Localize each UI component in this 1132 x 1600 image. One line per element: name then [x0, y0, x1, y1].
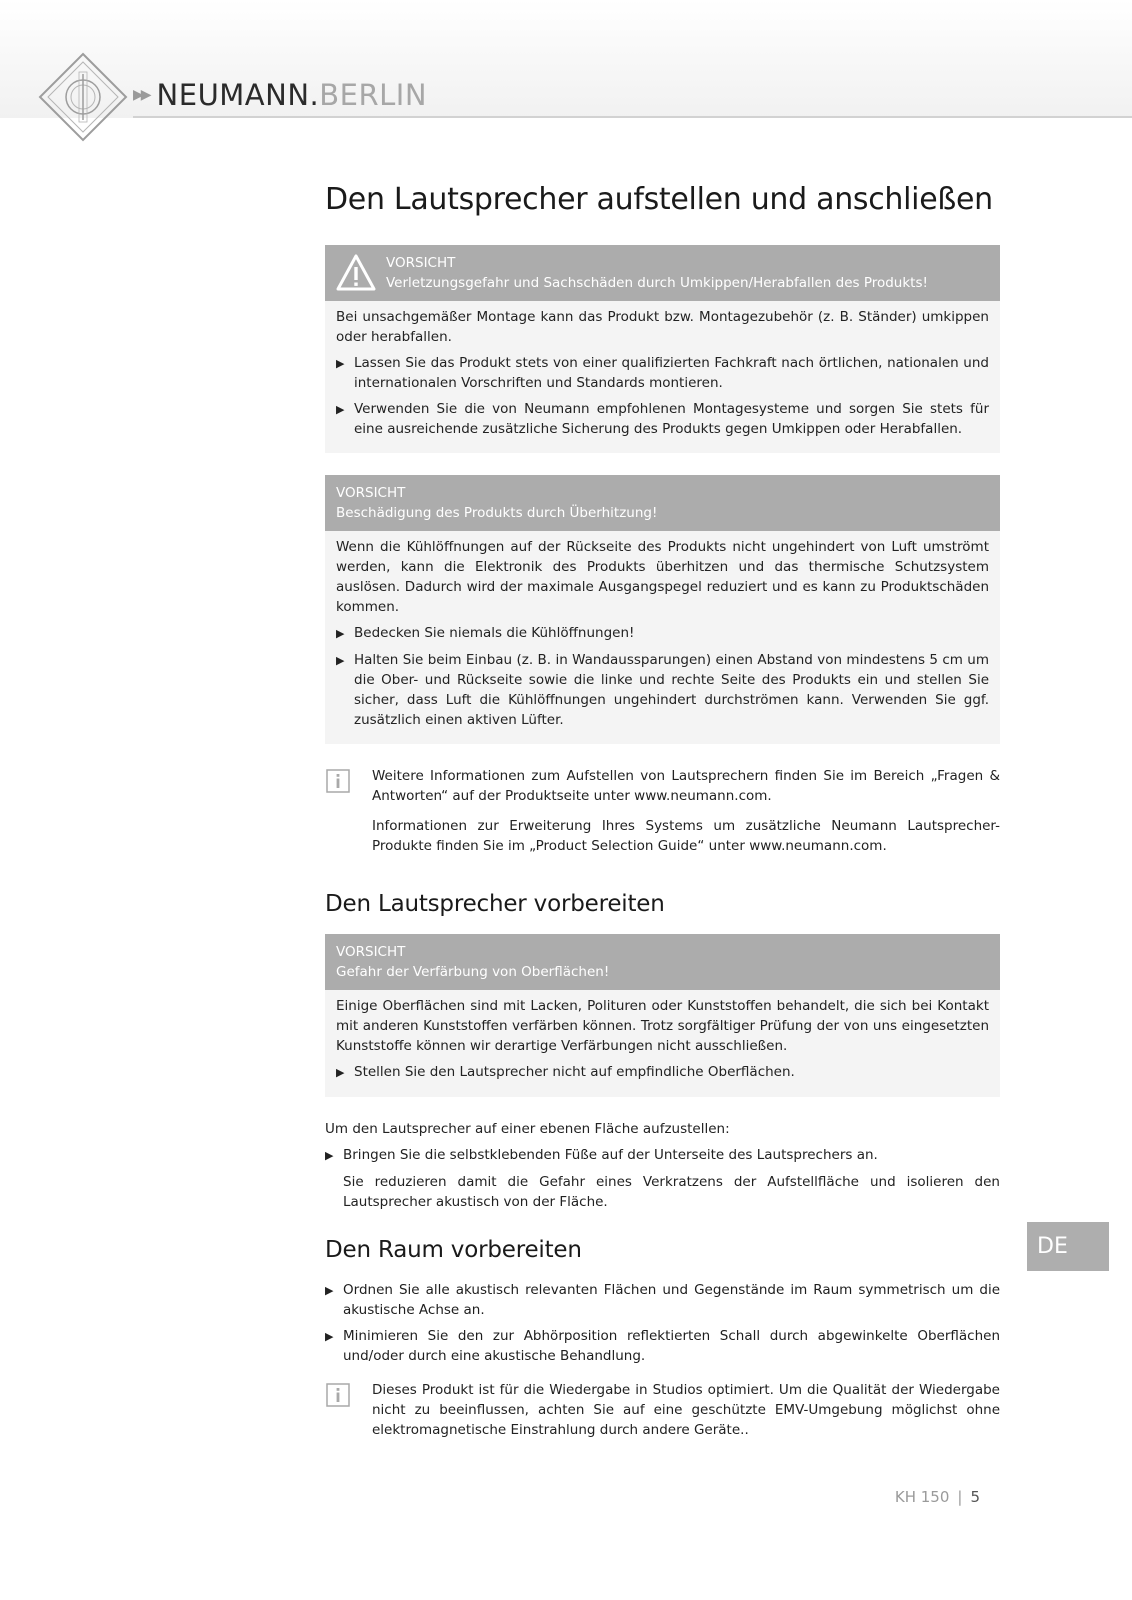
- list-item-text: Lassen Sie das Produkt stets von einer qualifizierten Fachkraft nach örtlichen, nationalen und internationalen Vorschriften und Standards montieren.: [354, 355, 989, 391]
- footer-separator: |: [957, 1488, 963, 1506]
- page-number: 5: [970, 1488, 980, 1506]
- warning-body: [325, 990, 1000, 1097]
- warning-header: [325, 245, 1000, 301]
- info-icon: [325, 769, 351, 793]
- brand-main: NEUMANN.: [156, 78, 320, 112]
- info-text: Dieses Produkt ist für die Wiedergabe in Studios optimiert. Um die Qualität der Wiedergabe nicht zu beeinflussen, achten Sie auf eine geschützte EMV-Umgebung möglichst ohne elektromagnetische Einstrahlung durch andere Geräte..: [372, 1381, 1000, 1438]
- warning-box-overheating: [325, 475, 1000, 744]
- double-arrow-icon: ▶▶: [133, 87, 149, 103]
- list-item: [336, 1062, 989, 1083]
- warning-text: Einige Oberflächen sind mit Lacken, Polituren oder Kunststoffen behandelt, die sich bei Kontakt mit anderen Kunststoffen verfärben können. Trotz sorgfältiger Prüfung der von uns eingesetzten Kunststoffe können wir derartige Verfärbungen nicht ausschließen.: [336, 997, 989, 1054]
- list-item-text: Verwenden Sie die von Neumann empfohlenen Montagesysteme und sorgen Sie stets für eine ausreichende zusätzliche Sicherung des Produkts gegen Umkippen oder Herabfallen.: [354, 401, 989, 437]
- footer-model: KH 150: [894, 1488, 950, 1506]
- warning-label: VORSICHT: [386, 255, 456, 271]
- list-item: [325, 1145, 1000, 1166]
- list-item: [336, 623, 989, 644]
- warning-box-tipping: [325, 245, 1000, 453]
- info-note: [325, 766, 1000, 866]
- warning-subtitle: Verletzungsgefahr und Sachschäden durch Umkippen/Herabfallen des Produkts!: [386, 275, 928, 291]
- bullet-triangle-icon: ▶: [325, 1283, 334, 1297]
- page-footer: [895, 1488, 980, 1506]
- brand-city: BERLIN: [319, 78, 428, 112]
- warning-header: [325, 475, 1000, 531]
- bullet-triangle-icon: ▶: [325, 1329, 334, 1343]
- warning-subtitle: Gefahr der Verfärbung von Oberflächen!: [336, 963, 610, 980]
- list-item: [325, 1280, 1000, 1320]
- warning-body: [325, 301, 1000, 453]
- warning-body: [325, 531, 1000, 744]
- bullet-triangle-icon: ▶: [336, 1065, 345, 1079]
- main-content: [325, 180, 1000, 1456]
- info-text: Informationen zur Erweiterung Ihres Systems um zusätzliche Neumann Lautsprecher-Produkte finden Sie im „Product Selection Guide“ unter www.neumann.com.: [372, 818, 1000, 854]
- info-note: [325, 1380, 1000, 1450]
- warning-header: [325, 934, 1000, 990]
- warning-text: Wenn die Kühlöffnungen auf der Rückseite des Produkts nicht ungehindert von Luft umströmt werden, kann die Elektronik des Produkts überhitzen und das thermische Schutzsystem auslösen. Dadurch wird der maximale Ausgangspegel reduziert und es kann zu Produktschäden kommen.: [336, 539, 989, 615]
- list-item: [336, 353, 989, 393]
- warning-box-discoloration: [325, 934, 1000, 1097]
- list-item-text: Ordnen Sie alle akustisch relevanten Flächen und Gegenstände im Raum symmetrisch um die akustische Achse an.: [343, 1281, 1000, 1318]
- bullet-triangle-icon: ▶: [336, 403, 345, 416]
- info-text: Weitere Informationen zum Aufstellen von Lautsprechern finden Sie im Bereich „Fragen & Antworten“ auf der Produktseite unter www.neumann.com.: [372, 768, 1000, 804]
- header-rule: [133, 116, 1132, 118]
- list-item-text: Stellen Sie den Lautsprecher nicht auf empfindliche Oberflächen.: [354, 1063, 795, 1080]
- section-title-prepare-room: Den Raum vorbereiten: [325, 1236, 582, 1263]
- list-item: [336, 399, 989, 439]
- warning-subtitle: Beschädigung des Produkts durch Überhitzung!: [336, 505, 658, 521]
- list-item: [325, 1326, 1000, 1366]
- warning-text: Bei unsachgemäßer Montage kann das Produkt bzw. Montagezubehör (z. B. Ständer) umkippen oder herabfallen.: [336, 309, 989, 345]
- list-item-text: Bedecken Sie niemals die Kühlöffnungen!: [354, 625, 635, 641]
- info-icon: [325, 1383, 351, 1407]
- list-item: [336, 650, 989, 730]
- page-title: Den Lautsprecher aufstellen und anschließen: [325, 182, 993, 217]
- list-item-text: Minimieren Sie den zur Abhörposition reflektierten Schall durch abgewinkelte Oberflächen und/oder durch eine akustische Behandlung.: [343, 1327, 1000, 1364]
- bullet-triangle-icon: ▶: [336, 357, 345, 370]
- bullet-triangle-icon: ▶: [336, 627, 345, 640]
- warning-label: VORSICHT: [336, 485, 406, 501]
- neumann-diamond-logo-icon: [38, 52, 128, 142]
- language-tab[interactable]: DE: [1027, 1222, 1109, 1271]
- warning-label: VORSICHT: [336, 943, 406, 960]
- warning-triangle-icon: [336, 253, 376, 293]
- instruction-result: Sie reduzieren damit die Gefahr eines Verkratzens der Aufstellfläche und isolieren den Lautsprecher akustisch von der Fläche.: [343, 1173, 1000, 1210]
- bullet-triangle-icon: ▶: [336, 654, 345, 667]
- bullet-triangle-icon: ▶: [325, 1148, 334, 1162]
- instruction-intro: Um den Lautsprecher auf einer ebenen Fläche aufzustellen:: [325, 1120, 730, 1137]
- section-title-prepare-speaker: Den Lautsprecher vorbereiten: [325, 891, 665, 917]
- brand-wordmark: [133, 78, 427, 112]
- list-item-text: Bringen Sie die selbstklebenden Füße auf der Unterseite des Lautsprechers an.: [343, 1146, 878, 1163]
- list-item-text: Halten Sie beim Einbau (z. B. in Wandaussparungen) einen Abstand von mindestens 5 cm um die Ober- und Rückseite sowie die linke und rechte Seite des Produkts ein und stellen Sie sicher, dass Luft die Kühlöffnungen ungehindert durchströmen kann. Verwenden Sie ggf. zusätzlich einen aktiven Lüfter.: [354, 652, 989, 728]
